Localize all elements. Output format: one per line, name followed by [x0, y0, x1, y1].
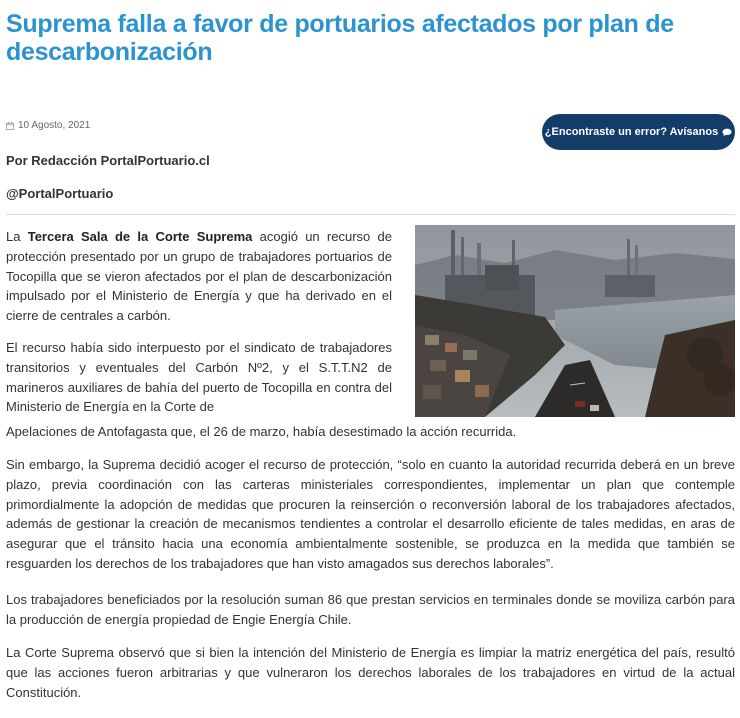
report-error-label: ¿Encontraste un error? Avísanos — [544, 126, 719, 138]
article-date: 10 Agosto, 2021 — [18, 120, 91, 131]
paragraph-1-body: acogió un recurso de protección presentado por un grupo de trabajadores portuarios de Tocopilla que se vieron afectados por el plan de descarbonización impulsado por el Ministerio de Energía y que ha derivado en el cierre de centrales a carbón. — [6, 229, 392, 324]
court-name: Tercera Sala de la Corte Suprema — [27, 229, 253, 244]
paragraph-1 — [6, 227, 392, 326]
article-title: Suprema falla a favor de portuarios afectados por plan de descarbonización — [6, 10, 674, 66]
paragraph-1-intro: La — [6, 229, 28, 244]
paragraph-2-continued: Apelaciones de Antofagasta que, el 26 de marzo, había desestimado la acción recurrida. — [6, 424, 517, 439]
article-photo — [415, 225, 735, 417]
paragraph-2: El recurso había sido interpuesto por el sindicato de trabajadores transitorios y eventuales del Carbón Nº2, y el S.T.T.N2 de marineros auxiliares de bahía del puerto de Tocopilla en contra del Ministerio de Energía en la Corte de — [6, 340, 392, 415]
tocopilla-port-photo — [415, 225, 735, 417]
report-error-button[interactable] — [542, 114, 735, 150]
calendar-icon — [6, 122, 14, 130]
article-meta — [6, 120, 90, 131]
paragraph-4: Los trabajadores beneficiados por la resolución suman 86 que prestan servicios en terminales donde se moviliza carbón para la producción de energía propiedad de Engie Energía Chile. — [6, 592, 735, 627]
paragraph-3: Sin embargo, la Suprema decidió acoger el recurso de protección, “solo en cuanto la autoridad recurrida deberá en un breve plazo, previa coordinación con las carteras ministeriales correspondientes, implementar un plan que contemple primordialmente la adopción de medidas que procuren la reinserción o reconversión laboral de los trabajadores afectados, además de gestionar la creación de mecanismos tendientes a controlar el desarrollo eficiente de tales medidas, en aras de asegurar que el tránsito hacia una economía ambientalmente sostenible, se produzca en la medida que también se resguarden los derechos de los trabajadores que han visto amagados sus derechos laborales”. — [6, 457, 735, 571]
divider — [6, 214, 735, 215]
chat-bubble-icon — [722, 128, 732, 137]
paragraph-5: La Corte Suprema observó que si bien la intención del Ministerio de Energía es limpiar la matriz energética del país, resultó que las acciones fueron arbitrarias y que vulneraron los derechos laborales de los trabajadores en virtud de la actual Constitución. — [6, 645, 735, 700]
article-author: Por Redacción PortalPortuario.cl — [6, 153, 210, 168]
twitter-handle[interactable]: @PortalPortuario — [6, 186, 114, 201]
